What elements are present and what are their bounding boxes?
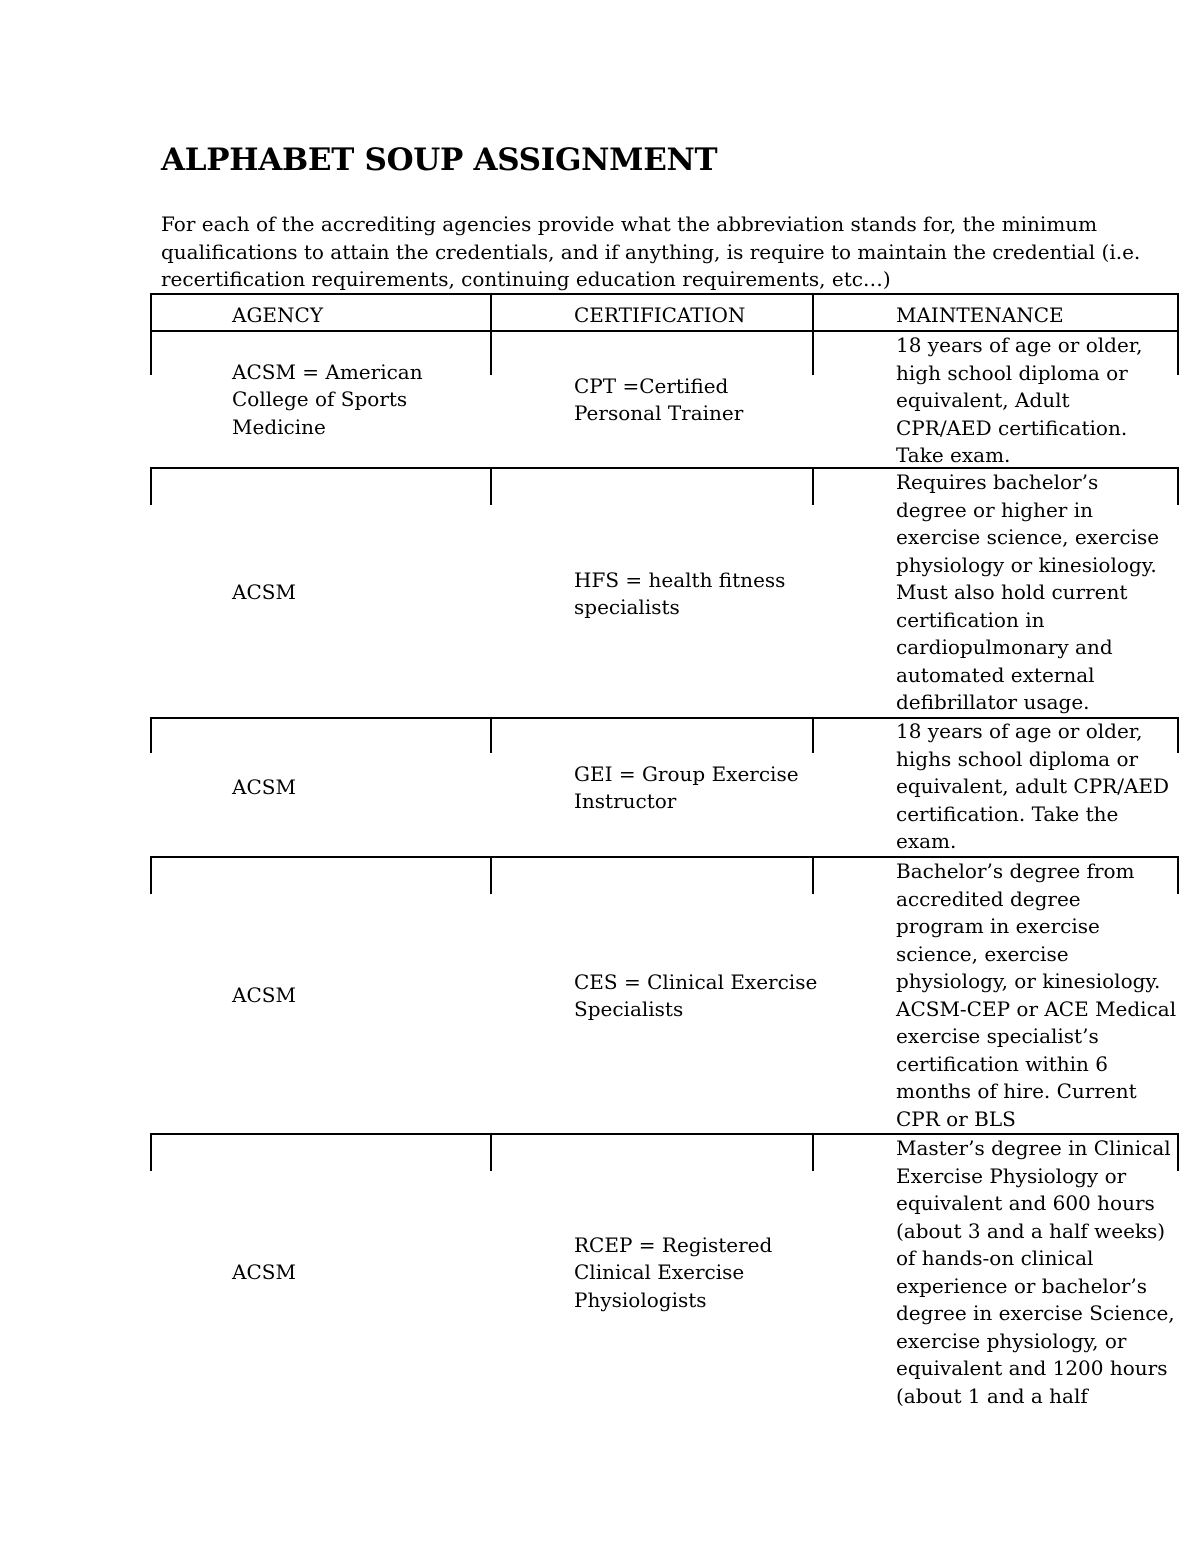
table-border bbox=[812, 717, 814, 753]
table-border bbox=[150, 293, 152, 330]
table-border bbox=[812, 856, 814, 894]
agency-cell: ACSM bbox=[232, 1260, 296, 1285]
table-border bbox=[150, 293, 1179, 295]
certification-cell: HFS = health fitness specialists bbox=[574, 567, 786, 619]
table-border bbox=[150, 1133, 152, 1171]
maintenance-cell: Master’s degree in Clinical Exercise Physiology or equivalent and 600 hours (about 3 and a half weeks) of hands-on clinical experience or bachelor’s degree in exercise Science, exercise physiology, or equivalent and 1200 hours (about 1 and a half bbox=[896, 1136, 1175, 1408]
certification-cell: RCEP = Registered Clinical Exercise Physiologists bbox=[574, 1232, 773, 1312]
table-border bbox=[490, 330, 492, 375]
table-border bbox=[490, 717, 492, 753]
table-border bbox=[150, 717, 152, 753]
table-border bbox=[490, 856, 492, 894]
table-border bbox=[490, 1133, 492, 1171]
certification-cell: CES = Clinical Exercise Specialists bbox=[574, 969, 818, 1021]
table-border bbox=[490, 467, 492, 505]
certification-cell: GEI = Group Exercise Instructor bbox=[574, 761, 799, 813]
maintenance-cell: Bachelor’s degree from accredited degree program in exercise science, exercise physiology, or kinesiology. ACSM-CEP or ACE Medical exercise specialist’s certification within 6 months of hire. Current CPR or BLS bbox=[896, 859, 1177, 1131]
maintenance-cell: Requires bachelor’s degree or higher in exercise science, exercise physiology or kinesiology. Must also hold current certification in cardiopulmonary and automated external defibrillator usage. bbox=[896, 470, 1160, 714]
table-border bbox=[150, 467, 152, 505]
maintenance-cell: 18 years of age or older, highs school diploma or equivalent, adult CPR/AED certification. Take the exam. bbox=[896, 719, 1170, 853]
instructions-line: recertification requirements, continuing education requirements, etc…) bbox=[161, 267, 891, 291]
table-border bbox=[150, 330, 152, 375]
table-border bbox=[812, 1133, 814, 1171]
agency-cell: ACSM bbox=[232, 775, 296, 800]
table-border bbox=[490, 293, 492, 330]
table-border bbox=[812, 330, 814, 375]
agency-cell: ACSM bbox=[232, 580, 296, 605]
instructions-line: qualifications to attain the credentials, and if anything, is require to maintain the credential (i.e. bbox=[161, 239, 1141, 264]
agency-cell: ACSM bbox=[232, 983, 296, 1008]
table-border bbox=[150, 856, 152, 894]
agency-cell: ACSM = American College of Sports Medicine bbox=[232, 359, 423, 439]
table-border bbox=[812, 293, 814, 330]
table-border bbox=[812, 467, 814, 505]
instructions-paragraph bbox=[161, 211, 1191, 294]
page-title: ALPHABET SOUP ASSIGNMENT bbox=[161, 142, 718, 178]
header-certification: CERTIFICATION bbox=[574, 303, 746, 327]
table-border bbox=[1177, 293, 1179, 330]
header-maintenance: MAINTENANCE bbox=[896, 303, 1064, 327]
certification-cell: CPT =Certified Personal Trainer bbox=[574, 373, 744, 425]
header-agency: AGENCY bbox=[232, 303, 324, 327]
maintenance-cell: 18 years of age or older, high school diploma or equivalent, Adult CPR/AED certification. Take exam. bbox=[896, 333, 1143, 467]
instructions-line: For each of the accrediting agencies provide what the abbreviation stands for, the minimum bbox=[161, 212, 1098, 236]
